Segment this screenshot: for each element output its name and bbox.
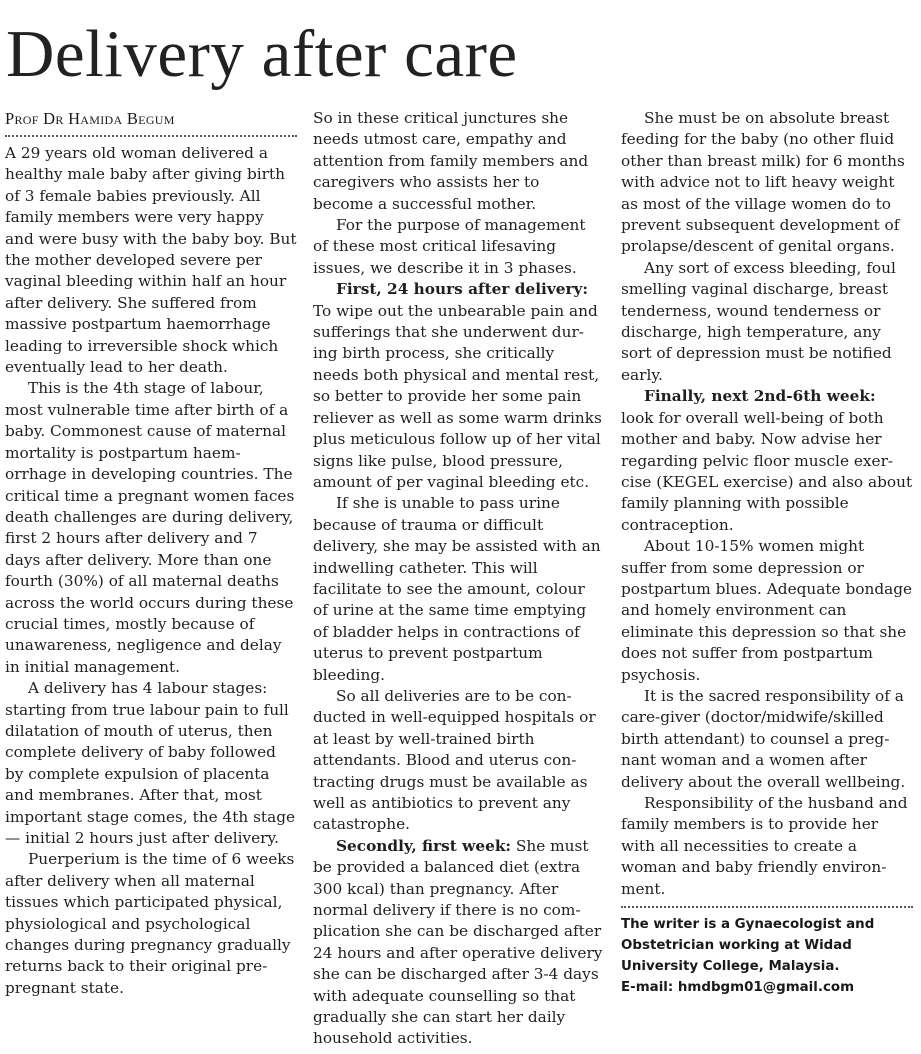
body-paragraph: A 29 years old woman delivered a healthy male baby after giving birth of 3 female babies previously. All family members were very happy and were busy with the baby boy. But the mother developed severe per vaginal bleeding within half an hour after delivery. She suffered from massive postpartum haemorrhage leading to irreversible shock which eventually lead to her death.	[5, 144, 297, 377]
author-email: E-mail: hmdbgm01@gmail.com	[621, 980, 855, 996]
author-byline: Prof Dr Hamida Begum	[5, 109, 175, 128]
body-paragraph: It is the sacred responsibility of a care-giver (doctor/midwife/skilled birth attendant) to counsel a pregnant woman and a women after delivery about the overall wellbeing.	[621, 686, 906, 791]
dotted-divider	[621, 906, 913, 908]
body-paragraph	[313, 279, 603, 493]
body-paragraph: So in these critical junctures she needs utmost care, empathy and attention from family members and caregivers who assists her to become a successful mother.	[313, 109, 589, 213]
body-paragraph: A delivery has 4 labour stages: starting from true labour pain to full dilatation of mouth of uterus, then complete delivery of baby followed by complete expulsion of placenta and membranes. After that, most important stage comes, the 4th stage — initial 2 hours just after delivery.	[5, 679, 296, 847]
article-headline: Delivery after care	[6, 17, 518, 91]
body-paragraph: Puerperium is the time of 6 weeks after delivery when all maternal tissues which participated physical, physiological and psychological changes during pregnancy gradually returns back to their original pre-pregnant state.	[5, 850, 295, 997]
phase-text: She must be provided a balanced diet (extra 300 kcal) than pregnancy. After normal delivery if there is no complication she can be discharged after 24 hours and after operative delivery she can be discharged after 3-4 days with adequate counselling so that gradually she can start her daily household activities.	[313, 836, 603, 1048]
author-note	[621, 914, 913, 998]
phase-text: look for overall well-being of both mother and baby. Now advise her regarding pelvic floor muscle exercise (KEGEL exercise) and also about family planning with possible contraception.	[621, 408, 913, 534]
phase-heading-first-week: Secondly, first week:	[336, 836, 512, 855]
article-column-2	[313, 108, 603, 1050]
body-paragraph: If she is unable to pass urine because of trauma or difficult delivery, she may be assisted with an indwelling catheter. This will facilitate to see the amount, colour of urine at the same time emptying of bladder helps in contractions of uterus to prevent postpartum bleeding.	[313, 494, 601, 684]
phase-text: To wipe out the unbearable pain and sufferings that she underwent during birth process, she critically needs both physical and mental rest, so better to provide her some pain reliever as well as some warm drinks plus meticulous follow up of her vital signs like pulse, blood pressure, amount of per vaginal bleeding etc.	[313, 301, 602, 491]
body-paragraph: So all deliveries are to be conducted in well-equipped hospitals or at least by well-trained birth attendants. Blood and uterus contracting drugs must be available as well as antibiotics to prevent any catastrophe.	[313, 686, 596, 834]
body-paragraph: This is the 4th stage of labour, most vulnerable time after birth of a baby. Commonest cause of maternal mortality is postpartum haemorrhage in developing countries. The critical time a pregnant women faces death challenges are during delivery, first 2 hours after delivery and 7 days after delivery. More than one fourth (30%) of all maternal deaths across the world occurs during these crucial times, mostly because of unawareness, negligence and delay in initial management.	[5, 379, 295, 676]
body-paragraph	[313, 836, 603, 1050]
author-note-line: The writer is a Gynaecologist and	[621, 917, 875, 933]
author-note-line: University College, Malaysia.	[621, 959, 840, 975]
body-paragraph: She must be on absolute breast feeding for the baby (no other fluid other than breast milk) for 6 months with advice not to lift heavy weight as most of the village women do to prevent subsequent development of prolapse/descent of genital organs.	[621, 109, 905, 256]
phase-heading-first-24-hours: First, 24 hours after delivery:	[336, 280, 589, 299]
author-note-line: Obstetrician working at Widad	[621, 938, 852, 954]
dotted-divider	[5, 135, 297, 137]
article-column-3	[621, 108, 913, 998]
body-paragraph: Responsibility of the husband and family members is to provide her with all necessities to create a woman and baby friendly environment.	[621, 794, 908, 898]
body-paragraph: Any sort of excess bleeding, foul smelling vaginal discharge, breast tenderness, wound tenderness or discharge, high temperature, any sort of depression must be notified early.	[621, 258, 896, 384]
body-paragraph	[621, 386, 913, 536]
body-paragraph: For the purpose of management of these most critical lifesaving issues, we describe it in 3 phases.	[313, 216, 586, 277]
article-column-1	[5, 108, 297, 999]
phase-heading-2nd-6th-week: Finally, next 2nd-6th week:	[644, 387, 876, 406]
body-paragraph: About 10-15% women might suffer from some depression or postpartum blues. Adequate bondage and homely environment can eliminate this depression so that she does not suffer from postpartum psychosis.	[621, 537, 913, 684]
